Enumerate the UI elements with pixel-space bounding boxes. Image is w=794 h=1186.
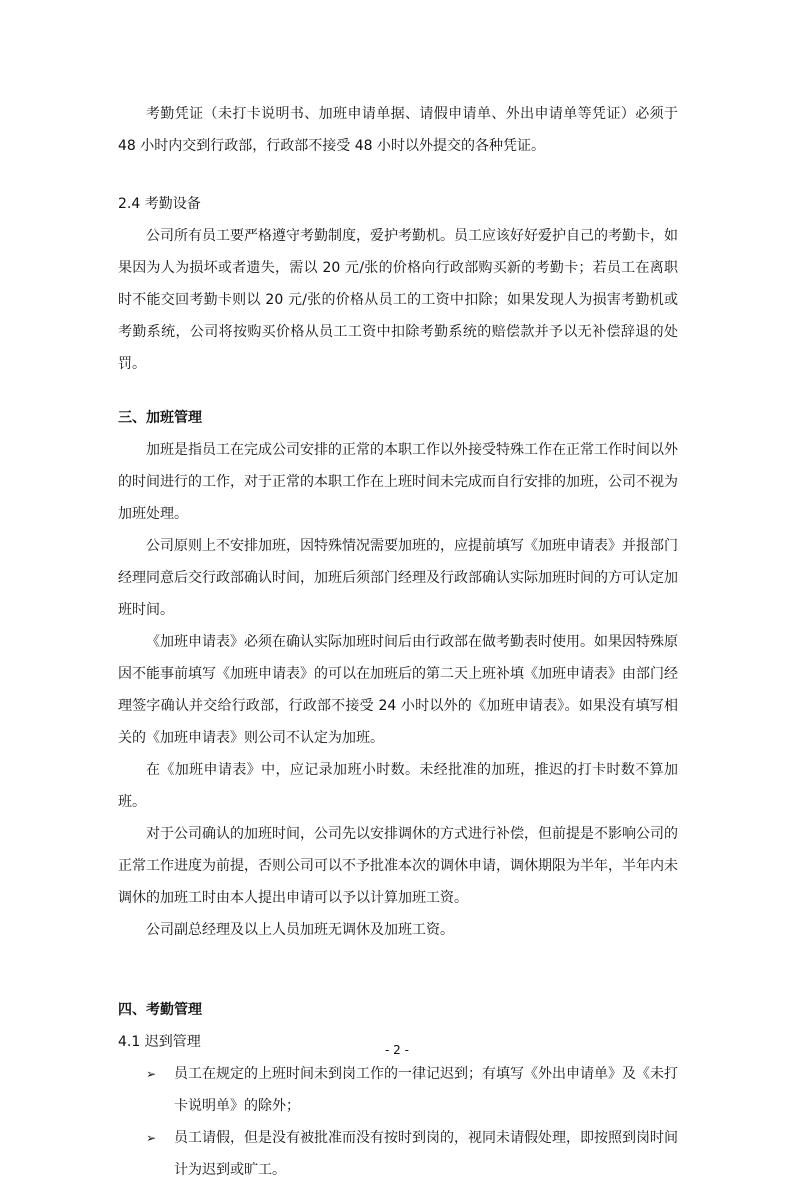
list-item bbox=[146, 1058, 678, 1122]
arrow-bullet-icon: ➢ bbox=[146, 1131, 157, 1145]
list-item-text: 员工请假，但是没有被批准而没有按时到岗的，视同未请假处理，即按照到岗时间计为迟到或旷工。 bbox=[174, 1130, 678, 1178]
paragraph-overtime-5: 对于公司确认的加班时间，公司先以安排调休的方式进行补偿，但前提是不影响公司的正常工作进度为前提，否则公司可以不予批准本次的调休申请，调休期限为半年，半年内未调休的加班工时由本人提出申请可以予以计算加班工资。 bbox=[118, 826, 678, 906]
list-item bbox=[146, 1122, 678, 1186]
paragraph-overtime-2: 公司原则上不安排加班，因特殊情况需要加班的，应提前填写《加班申请表》并报部门经理同意后交行政部确认时间，加班后须部门经理及行政部确认实际加班时间的方可认定加班时间。 bbox=[118, 538, 678, 618]
section-heading-attendance: 四、考勤管理 bbox=[118, 1002, 202, 1018]
lateness-rules-list bbox=[118, 1058, 678, 1186]
subsection-heading-4-1: 4.1 迟到管理 bbox=[118, 1034, 201, 1050]
paragraph-overtime-6: 公司副总经理及以上人员加班无调休及加班工资。 bbox=[146, 922, 454, 938]
paragraph-overtime-3: 《加班申请表》必须在确认实际加班时间后由行政部在做考勤表时使用。如果因特殊原因不能事前填写《加班申请表》的可以在加班后的第二天上班补填《加班申请表》由部门经理签字确认并交给行政部，行政部不接受 24 小时以外的《加班申请表》。如果没有填写相关的《加班申请表》则公司不认定为加班。 bbox=[118, 634, 678, 746]
paragraph-attendance-equipment: 公司所有员工要严格遵守考勤制度，爱护考勤机。员工应该好好爱护自己的考勤卡，如果因为人为损坏或者遗失，需以 20 元/张的价格向行政部购买新的考勤卡；若员工在离职时不能交回考勤卡则以 20 元/张的价格从员工的工资中扣除；如果发现人为损害考勤机或考勤系统，公司将按购买价格从员工工资中扣除考勤系统的赔偿款并予以无补偿辞退的处罚。 bbox=[118, 228, 678, 372]
section-heading-overtime: 三、加班管理 bbox=[118, 410, 202, 426]
page-number: - 2 - bbox=[385, 1043, 409, 1057]
list-item-text: 员工在规定的上班时间未到岗工作的一律记迟到；有填写《外出申请单》及《未打卡说明单》的除外； bbox=[174, 1066, 678, 1114]
paragraph-attendance-vouchers: 考勤凭证（未打卡说明书、加班申请单据、请假申请单、外出申请单等凭证）必须于 48 小时内交到行政部，行政部不接受 48 小时以外提交的各种凭证。 bbox=[118, 106, 678, 154]
document-body bbox=[118, 98, 678, 1186]
paragraph-overtime-4: 在《加班申请表》中，应记录加班小时数。未经批准的加班，推迟的打卡时数不算加班。 bbox=[118, 762, 678, 810]
arrow-bullet-icon: ➢ bbox=[146, 1067, 157, 1081]
section-heading-2-4: 2.4 考勤设备 bbox=[118, 196, 201, 212]
paragraph-overtime-1: 加班是指员工在完成公司安排的正常的本职工作以外接受特殊工作在正常工作时间以外的时间进行的工作，对于正常的本职工作在上班时间未完成而自行安排的加班，公司不视为加班处理。 bbox=[118, 442, 678, 522]
